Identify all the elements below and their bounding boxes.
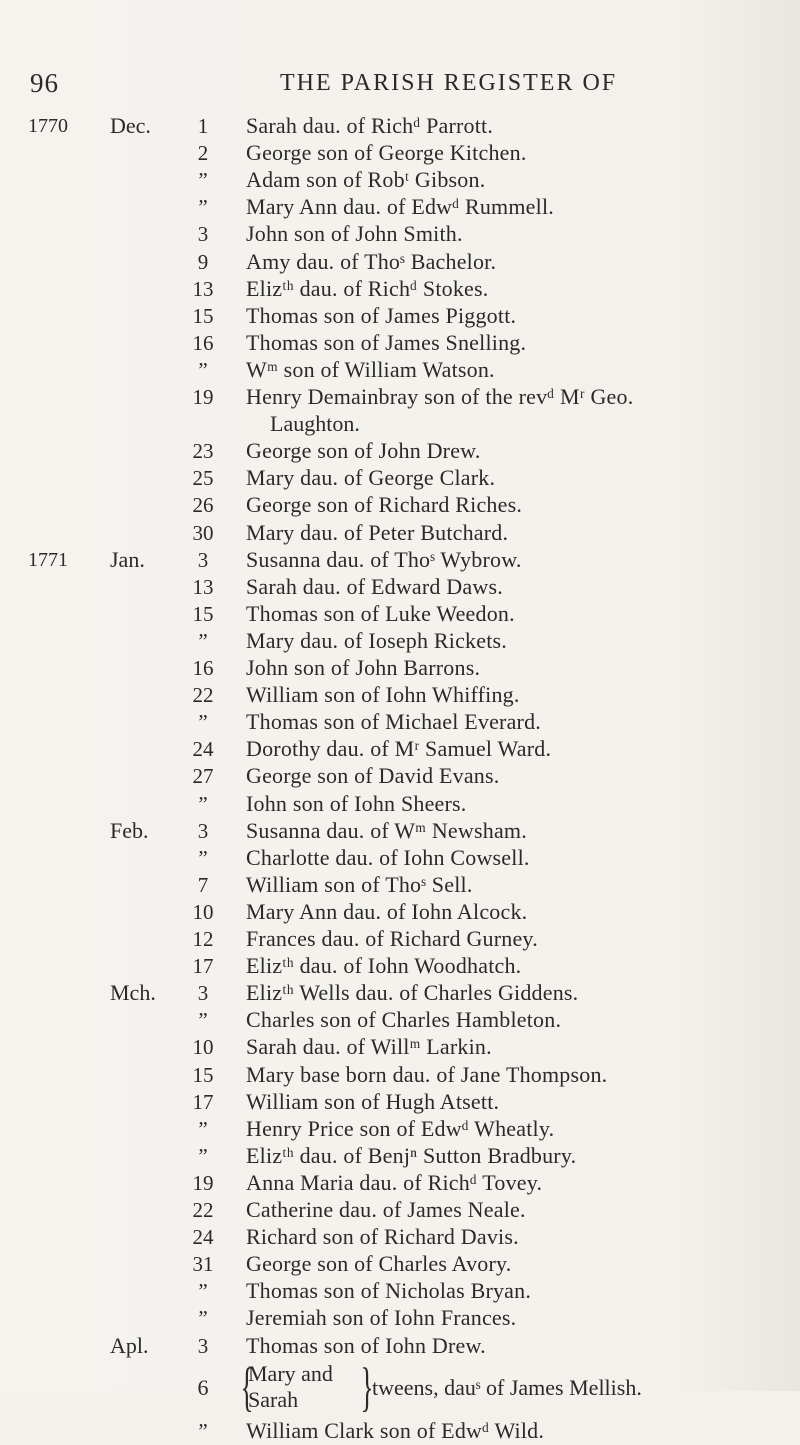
entry-text: Sarah dau. of Richᵈ Parrott. — [246, 113, 494, 138]
entry-day: 24 — [192, 1225, 214, 1250]
entry-day: 3 — [197, 818, 209, 843]
entry-day: 23 — [192, 439, 214, 464]
entry-text: Mary dau. of George Clark. — [246, 465, 496, 491]
entry-text: Laughton. — [270, 411, 360, 437]
register-entry — [0, 898, 800, 926]
register-entry — [0, 600, 800, 628]
register-entry — [0, 437, 800, 465]
entry-text: Wᵐ son of William Watson. — [246, 356, 495, 382]
entry-day: 10 — [192, 899, 214, 924]
entry-day: 3 — [197, 1333, 209, 1358]
entry-day: 19 — [192, 1170, 214, 1195]
register-entry — [0, 1115, 800, 1143]
entry-day: ” — [198, 1279, 208, 1304]
entry-month: Jan. — [110, 546, 145, 572]
entry-month: Mch. — [110, 980, 156, 1006]
entry-text: Elizᵗʰ dau. of Iohn Woodhatch. — [246, 953, 522, 979]
register-entry — [0, 139, 800, 167]
register-entry — [0, 844, 800, 872]
entry-text: Jeremiah son of Iohn Frances. — [246, 1305, 517, 1331]
right-brace: } — [360, 1356, 374, 1417]
entry-day: 31 — [192, 1252, 214, 1277]
entry-day: 16 — [192, 330, 214, 355]
register-entry — [0, 1304, 800, 1332]
register-entry — [0, 356, 800, 384]
entry-day: ” — [198, 357, 208, 382]
entry-text: Thomas son of Nicholas Bryan. — [246, 1278, 532, 1304]
twin-name-1: Mary and — [248, 1360, 333, 1386]
entry-text: George son of Richard Riches. — [246, 492, 523, 518]
entry-day: 9 — [197, 249, 209, 274]
entry-text: Elizᵗʰ dau. of Richᵈ Stokes. — [246, 275, 489, 301]
entry-day: 25 — [192, 466, 214, 491]
entry-text: Charlotte dau. of Iohn Cowsell. — [246, 844, 530, 870]
register-entry — [0, 491, 800, 519]
register-entry — [0, 1223, 800, 1251]
entry-day: 19 — [192, 385, 214, 409]
entry-day: ” — [198, 1418, 208, 1443]
entry-day: ” — [198, 1008, 208, 1033]
entry-text: Elizᵗʰ dau. of Benjⁿ Sutton Bradbury. — [246, 1142, 577, 1168]
entry-day: 16 — [192, 656, 214, 680]
entry-text: Amy dau. of Thoˢ Bachelor. — [246, 248, 497, 274]
entry-text: Mary dau. of Peter Butchard. — [246, 519, 509, 545]
register-entry — [0, 275, 800, 303]
entry-text: Henry Price son of Edwᵈ Wheatly. — [246, 1115, 555, 1141]
entry-day: 22 — [192, 1198, 214, 1222]
entry-text: Mary Ann dau. of Iohn Alcock. — [246, 898, 528, 924]
entry-month: Apl. — [110, 1332, 149, 1358]
entry-text: William son of Thoˢ Sell. — [246, 871, 473, 897]
entry-text: tweens, dauˢ of James Mellish. — [372, 1374, 642, 1400]
register-entry — [0, 925, 800, 953]
entry-text: Catherine dau. of James Neale. — [246, 1197, 526, 1222]
entry-text: John son of John Smith. — [246, 221, 463, 247]
entry-text: Sarah dau. of Willᵐ Larkin. — [246, 1034, 492, 1060]
left-brace: { — [240, 1356, 254, 1417]
register-entry — [0, 1277, 800, 1305]
entry-text: Richard son of Richard Davis. — [246, 1224, 519, 1250]
register-entry — [0, 112, 800, 140]
page-number: 96 — [30, 68, 59, 98]
entry-day: 12 — [192, 927, 214, 951]
register-entry — [0, 248, 800, 276]
entry-text: Thomas son of Luke Weedon. — [246, 600, 515, 626]
register-entry — [0, 681, 800, 709]
entry-text: Sarah dau. of Edward Daws. — [246, 573, 503, 599]
entry-text: Charles son of Charles Hambleton. — [246, 1007, 562, 1033]
entry-day: 15 — [192, 601, 214, 626]
register-entry — [0, 654, 800, 682]
entry-text: Thomas son of Michael Everard. — [246, 709, 541, 735]
register-entry — [0, 1088, 800, 1116]
entry-day: 13 — [192, 574, 214, 599]
register-entry — [0, 871, 800, 899]
register-entry — [0, 1250, 800, 1278]
entry-text: George son of John Drew. — [246, 438, 481, 464]
entry-text: John son of John Barrons. — [246, 655, 481, 680]
register-entry — [0, 464, 800, 492]
register-entry — [0, 546, 800, 574]
entry-text: Dorothy dau. of Mʳ Samuel Ward. — [246, 736, 552, 762]
entry-text: George son of David Evans. — [246, 763, 500, 789]
register-entry — [0, 1061, 800, 1089]
entry-day: 24 — [192, 737, 214, 762]
entry-day: 17 — [192, 954, 214, 979]
entry-text: William son of Iohn Whiffing. — [246, 682, 520, 708]
register-entry — [0, 1006, 800, 1034]
entry-day: 10 — [192, 1035, 214, 1060]
entry-text: Thomas son of Iohn Drew. — [246, 1332, 486, 1358]
entry-month: Dec. — [110, 113, 151, 138]
entry-text: William Clark son of Edwᵈ Wild. — [246, 1417, 545, 1443]
register-entry — [0, 1033, 800, 1061]
entry-day: 7 — [197, 872, 209, 897]
register-entry — [0, 790, 800, 818]
entry-text: Thomas son of James Piggott. — [246, 302, 517, 328]
twin-name-2: Sarah — [248, 1386, 299, 1412]
register-entry — [0, 193, 800, 221]
page-header — [0, 68, 800, 108]
register-entry — [0, 1417, 800, 1445]
entry-day: 27 — [192, 764, 214, 789]
entry-day: 3 — [197, 547, 209, 572]
entry-day: 26 — [192, 493, 214, 518]
entry-month: Feb. — [110, 817, 149, 843]
register-entry — [0, 519, 800, 547]
running-title: THE PARISH REGISTER OF — [280, 70, 618, 96]
entry-day: 6 — [197, 1374, 209, 1400]
entry-text: Anna Maria dau. of Richᵈ Tovey. — [246, 1169, 543, 1195]
register-entry — [0, 627, 800, 655]
entry-day: ” — [198, 1306, 208, 1331]
entry-day: ” — [198, 710, 208, 735]
register-entry — [0, 1196, 800, 1224]
register-entry — [0, 817, 800, 845]
entry-day: ” — [198, 791, 208, 816]
entry-text: Susanna dau. of Thoˢ Wybrow. — [246, 546, 522, 572]
entry-day: ” — [198, 628, 208, 653]
entry-text: Adam son of Robᵗ Gibson. — [246, 167, 486, 193]
register-entry-twins — [0, 1356, 800, 1417]
register-entry — [0, 166, 800, 194]
register-entry — [0, 573, 800, 601]
entry-text: Thomas son of James Snelling. — [246, 329, 527, 355]
entry-day: ” — [198, 1143, 208, 1168]
register-entry — [0, 1142, 800, 1170]
entry-day: 1 — [197, 114, 209, 138]
register-entry — [0, 383, 800, 411]
register-entry — [0, 708, 800, 736]
entry-text: Iohn son of Iohn Sheers. — [246, 790, 467, 816]
register-entry — [0, 1169, 800, 1197]
entry-day: 3 — [197, 981, 209, 1006]
entry-text: Mary dau. of Ioseph Rickets. — [246, 627, 507, 653]
entry-text: Mary Ann dau. of Edwᵈ Rummell. — [246, 194, 554, 220]
entry-day: ” — [198, 845, 208, 870]
entry-day: ” — [198, 195, 208, 220]
register-entry — [0, 329, 800, 357]
entry-day: 2 — [197, 141, 209, 166]
entry-year: 1770 — [28, 115, 68, 137]
register-entry — [0, 979, 800, 1007]
entry-text: Mary base born dau. of Jane Thompson. — [246, 1061, 608, 1087]
entry-text: Susanna dau. of Wᵐ Newsham. — [246, 817, 527, 843]
entry-day: 17 — [192, 1089, 214, 1114]
entry-text: William son of Hugh Atsett. — [246, 1088, 500, 1114]
entry-text: Henry Demainbray son of the revᵈ Mʳ Geo. — [246, 384, 634, 409]
register-entry — [0, 762, 800, 790]
entry-text: George son of Charles Avory. — [246, 1251, 512, 1277]
register-entry — [0, 735, 800, 763]
entry-day: 3 — [197, 222, 209, 247]
entry-day: 13 — [192, 276, 214, 301]
entry-text: Elizᵗʰ Wells dau. of Charles Giddens. — [246, 980, 579, 1006]
entry-day: 15 — [192, 1062, 214, 1087]
entry-day: 22 — [192, 683, 214, 708]
register-entry — [0, 952, 800, 980]
entry-text: Frances dau. of Richard Gurney. — [246, 926, 538, 951]
entry-day: 30 — [192, 520, 214, 545]
entry-day: ” — [198, 168, 208, 193]
entry-year: 1771 — [28, 548, 68, 571]
entry-text: George son of George Kitchen. — [246, 140, 527, 166]
register-entry — [0, 410, 800, 438]
entry-day: 15 — [192, 303, 214, 328]
register-entry — [0, 1332, 800, 1360]
entry-day: ” — [198, 1116, 208, 1141]
register-entry — [0, 220, 800, 248]
register-entry — [0, 302, 800, 330]
